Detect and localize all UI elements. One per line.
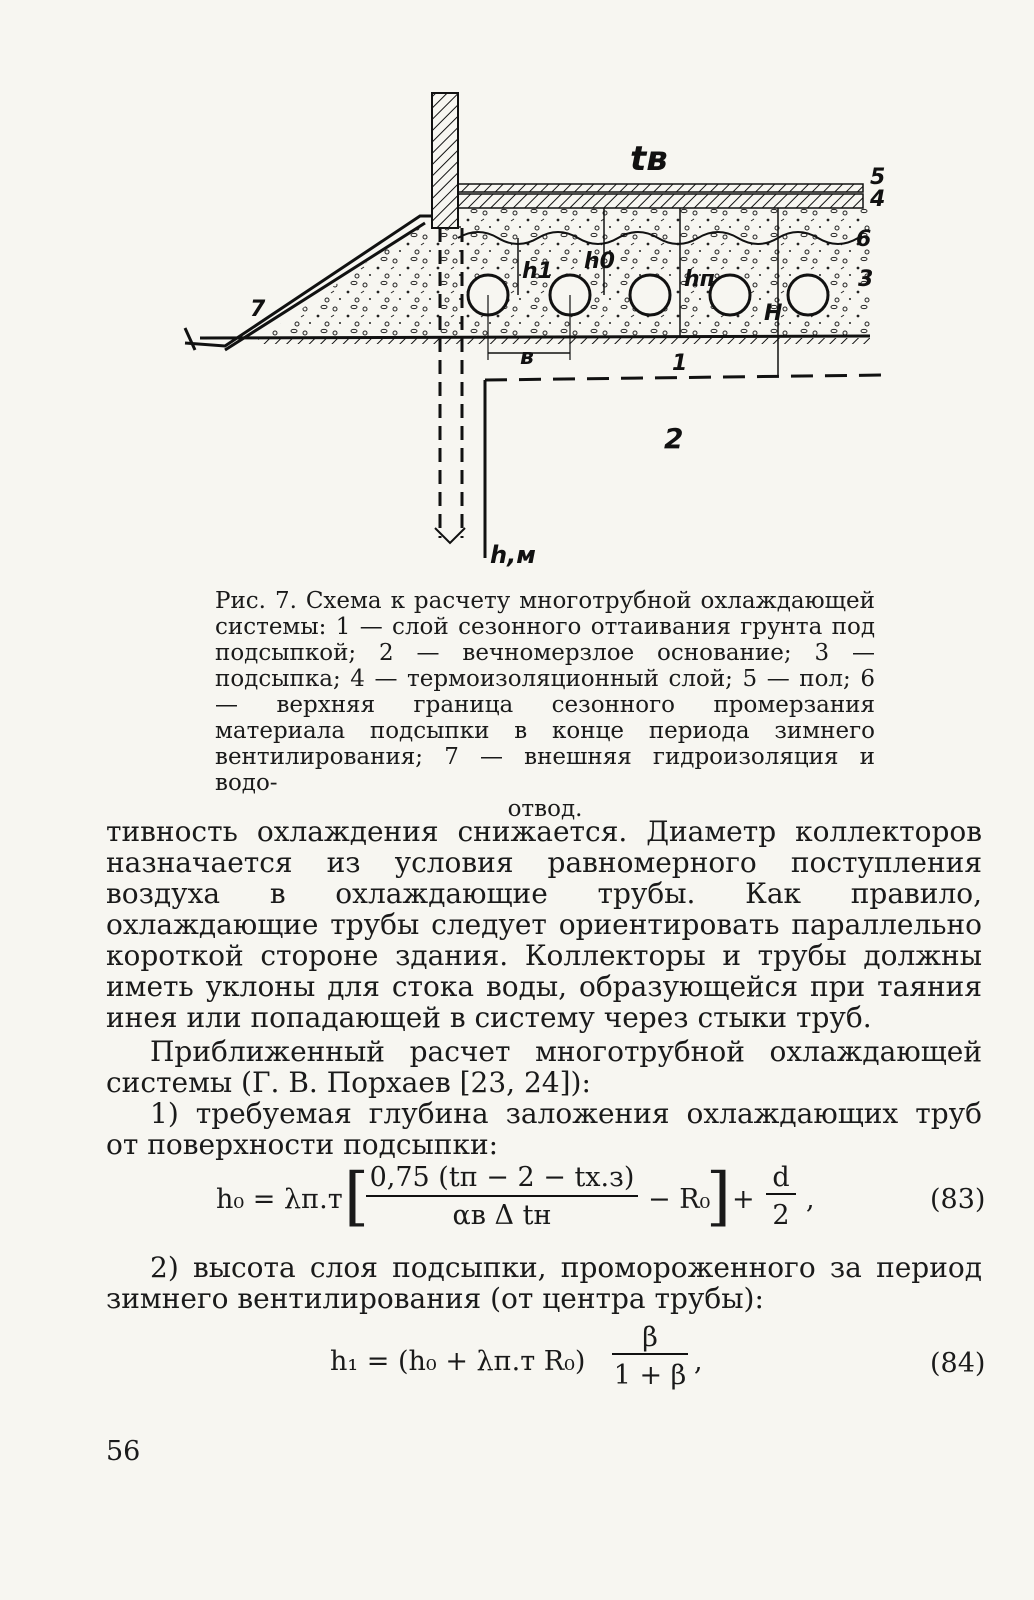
paragraph-3: 1) требуемая глубина заложения охлаждающих труб от поверхности подсыпки: (106, 1097, 982, 1161)
wall (432, 93, 458, 228)
cooling-pipe (788, 275, 828, 315)
label-hp: hп (684, 267, 715, 292)
floor-layer (458, 184, 863, 192)
cooling-system-diagram (180, 88, 900, 588)
caption-text: Рис. 7. Схема к расчету многотрубной охлаждающей системы: 1 — слой сезонного оттаивания грунта под подсыпкой; 2 — вечномерзлое основание; 3 — подсыпка; 4 — термоизоляционный слой; 5 — пол; 6 — верхняя граница сезонного промерзания материала подсыпки в конце периода зимнего вентилирования; 7 — внешняя гидроизоляция и водо- (215, 588, 875, 796)
f83-bracket-right: ] (706, 1160, 731, 1234)
foundation-tip (435, 528, 465, 543)
label-t-in: tв (630, 139, 668, 179)
equation-number-83: (83) (930, 1184, 986, 1215)
f84-frac-num: β (612, 1322, 688, 1355)
cooling-pipe (710, 275, 750, 315)
equation-number-84: (84) (930, 1348, 986, 1379)
formula-83 (216, 1162, 856, 1242)
f83-lhs: h₀ = λп.т (216, 1184, 343, 1215)
f83-numerator: 0,75 (tп − 2 − tх.з) (366, 1162, 638, 1197)
formula-84 (330, 1322, 710, 1402)
f83-minus-r: − R₀ (648, 1184, 711, 1215)
f83-bracket-left: [ (344, 1160, 369, 1234)
label-h1: h1 (522, 259, 553, 284)
f83-frac-den: 2 (772, 1200, 790, 1231)
label-b: в (520, 345, 534, 370)
f83-tail: , (806, 1184, 815, 1215)
f84-tail: , (694, 1346, 703, 1377)
label-depth: h,м (490, 541, 536, 569)
cooling-pipe (630, 275, 670, 315)
label-3: 3 (858, 267, 874, 292)
label-h0: h0 (584, 249, 615, 274)
f83-frac-num: d (766, 1162, 796, 1195)
paragraph-2: Приближенный расчет многотрубной охлаждающей системы (Г. В. Порхаев [23, 24]): (106, 1035, 982, 1099)
label-5: 5 (870, 165, 886, 190)
f83-denominator: αв Δ tн (452, 1200, 552, 1231)
insulation-layer (458, 194, 863, 208)
label-1: 1 (672, 351, 688, 376)
label-7: 7 (250, 297, 266, 322)
paragraph-1: тивность охлаждения снижается. Диаметр коллекторов назначается из условия равномерного поступления воздуха в охлаждающие трубы. Как правило, охлаждающие трубы следует ориентировать параллельно короткой стороне здания. Коллекторы и трубы должны иметь уклоны для стока воды, образующейся при таяния инея или попадающей в систему через стыки труб. (106, 815, 982, 1034)
caption-last-line: отвод. (507, 796, 583, 822)
figure-caption (215, 588, 875, 822)
label-6: 6 (856, 227, 872, 252)
label-2: 2 (664, 422, 684, 455)
label-H: H (764, 301, 783, 326)
f84-frac-den: 1 + β (613, 1360, 687, 1391)
paragraph-4: 2) высота слоя подсыпки, промороженного за период зимнего вентилирования (от центра трубы): (106, 1251, 982, 1315)
ground-line (200, 336, 870, 338)
f84-lhs: h₁ = (h₀ + λп.т R₀) (330, 1346, 586, 1377)
f83-plus: + (732, 1184, 755, 1215)
page-number: 56 (106, 1436, 141, 1467)
label-4: 4 (870, 187, 886, 212)
